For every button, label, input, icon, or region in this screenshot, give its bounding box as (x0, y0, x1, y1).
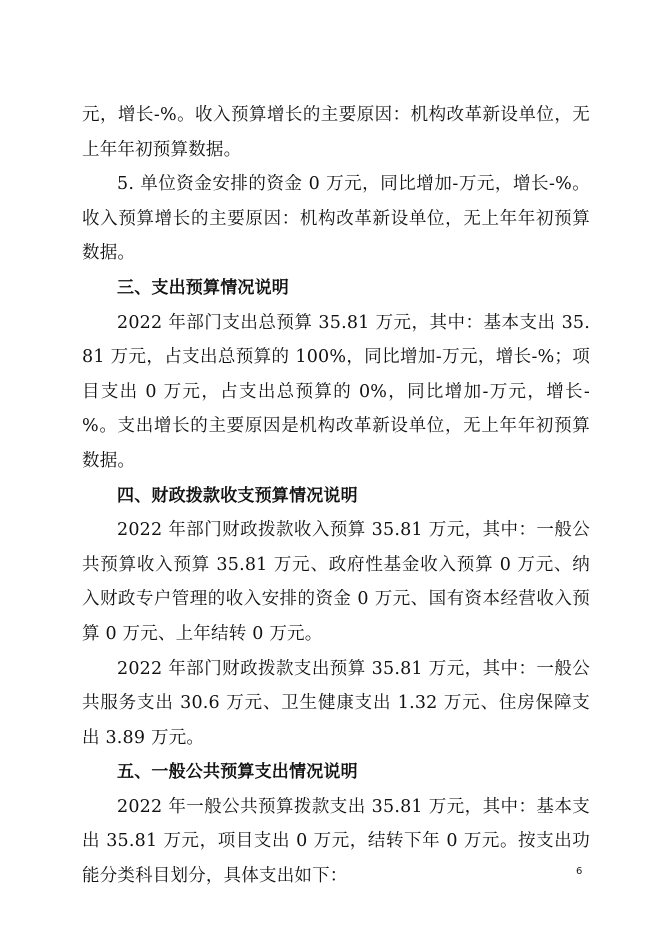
paragraph-general-public-expenditure: 2022 年一般公共预算拨款支出 35.81 万元，其中：基本支出 35.81 万元，项目支出 0 万元，结转下年 0 万元。按支出功能分类科目划分，具体支出如下： (82, 796, 590, 887)
section-heading-general-public-budget: 五、一般公共预算支出情况说明 (117, 762, 358, 783)
paragraph-fiscal-income: 2022 年部门财政拨款收入预算 35.81 万元，其中：一般公共预算收入预算 35.81 万元、政府性基金收入预算 0 万元、纳入财政专户管理的收入安排的资金 0 万元、国有资本经营收入预算 0 万元、上年结转 0 万元。 (82, 520, 590, 644)
paragraph-unit-funds: 5. 单位资金安排的资金 0 万元，同比增加-万元，增长-%。收入预算增长的主要原因：机构改革新设单位，无上年年初预算数据。 (82, 174, 590, 264)
paragraph-fiscal-expenditure: 2022 年部门财政拨款支出预算 35.81 万元，其中：一般公共服务支出 30.6 万元、卫生健康支出 1.32 万元、住房保障支出 3.89 万元。 (82, 658, 590, 748)
paragraph-expenditure-budget: 2022 年部门支出总预算 35.81 万元，其中：基本支出 35.81 万元，占支出总预算的 100%，同比增加-万元，增长-%；项目支出 0 万元，占支出总预算的 0%，同比增加-万元，增长-%。支出增长的主要原因是机构改革新设单位，无上年年初预算数据。 (82, 312, 590, 471)
paragraph-continuation: 元，增长-%。收入预算增长的主要原因：机构改革新设单位，无上年年初预算数据。 (82, 105, 590, 160)
section-heading-fiscal-allocation: 四、财政拨款收支预算情况说明 (117, 485, 358, 506)
page-number: 6 (576, 866, 583, 877)
document-page (82, 98, 590, 894)
section-heading-expenditure: 三、支出预算情况说明 (117, 277, 289, 298)
